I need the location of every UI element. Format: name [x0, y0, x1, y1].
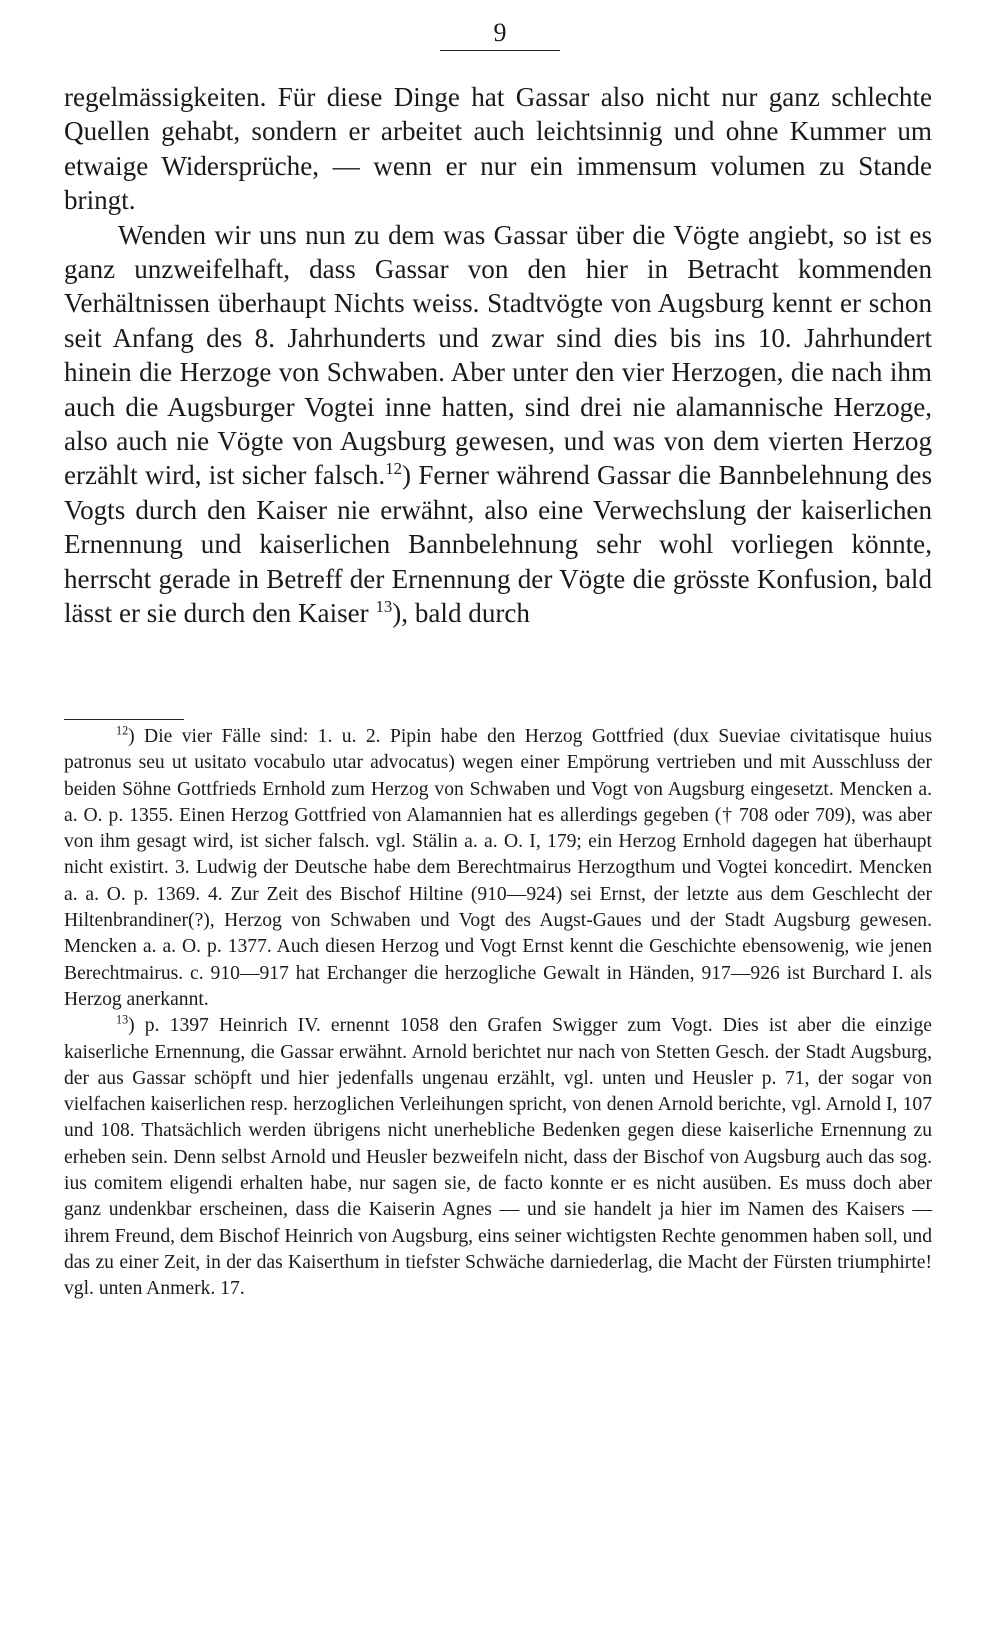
paragraph-1: regelmässigkeiten. Für diese Dinge hat Gassar also nicht nur ganz schlechte Quellen gehabt, sondern er arbeitet auch leichtsinnig und ohne Kummer um etwaige Widersprüche, — wenn er nur ein immensum volumen zu Stande bringt.: [64, 82, 932, 216]
main-text: [64, 80, 932, 631]
paragraph-2-part-c: ), bald durch: [392, 598, 530, 629]
page-number-rule: [440, 50, 560, 51]
footnote-12-mark: 12: [116, 723, 129, 738]
page-number: 9: [493, 18, 507, 47]
footnote-separator: [64, 719, 184, 720]
paragraph-2: [64, 218, 932, 631]
footnote-13: [64, 1013, 932, 1302]
paragraph-2-part-b: ) Ferner während Gassar die Bannbelehnung des Vogts durch den Kaiser nie erwähnt, also eine Verwechslung der kaiserlichen Ernennung und kaiserlichen Bannbelehnung sehr wohl vorliegen könnte, herrscht gerade in Betreff der Ernennung der Vögte die grösste Konfusion, bald lässt er sie durch den Kaiser: [64, 460, 932, 629]
footnote-ref-13: 13: [375, 597, 393, 617]
footnote-12-text: ) Die vier Fälle sind: 1. u. 2. Pipin habe den Herzog Gottfried (dux Sueviae civitatisque huius patronus seu ut usitato vocabulo utar advocatus) wegen einer Empörung vertrieben und mit Ausschluss der beiden Söhne Gottfrieds Ernhold zum Herzog von Schwaben und Vogt von Augsburg eingesetzt. Mencken a. a. O. p. 1355. Einen Herzog Gottfried von Alamannien hat es allerdings gegeben († 708 oder 709), was aber von ihm gesagt wird, ist sicher falsch. vgl. Stälin a. a. O. I, 179; ein Herzog Ernhold dagegen hat überhaupt nicht existirt. 3. Ludwig der Deutsche habe dem Berechtmairus Herzogthum und Vogtei koncedirt. Mencken a. a. O. p. 1369. 4. Zur Zeit des Bischof Hiltine (910—924) sei Ernst, der letzte aus dem Geschlecht der Hiltenbrandiner(?), Herzog von Schwaben und Vogt des Augst-Gaues und der Stadt Augsburg gewesen. Mencken a. a. O. p. 1377. Auch diesen Herzog und Vogt Ernst kennt die Geschichte ebensowenig, wie jenen Berechtmairus. c. 910—917 hat Erchanger die herzogliche Gewalt in Händen, 917—926 ist Burchard I. als Herzog anerkannt.: [64, 726, 932, 1010]
footnote-13-text: ) p. 1397 Heinrich IV. ernennt 1058 den Grafen Swigger zum Vogt. Dies ist aber die einzige kaiserliche Ernennung, die Gassar erwähnt. Arnold berichtet nur nach von Stetten Gesch. der Stadt Augsburg, der aus Gassar schöpft und hier jedenfalls ungenau erzählt, vgl. unten und Heusler p. 71, der sogar von vielfachen kaiserlichen resp. herzoglichen Verleihungen spricht, von denen Arnold berichte, vgl. Arnold I, 107 und 108. Thatsächlich werden übrigens nicht unerhebliche Bedenken gegen diese kaiserliche Ernennung zu erheben sein. Denn selbst Arnold und Heusler bezweifeln nicht, dass der Bischof von Augsburg auch das sog. ius comitem eligendi erhalten habe, nur sagen sie, de facto konnte er es nicht ausüben. Es muss doch aber ganz undenkbar erscheinen, dass die Kaiserin Agnes — und sie handelt ja hier im Namen des Kaisers — ihrem Freund, dem Bischof Heinrich von Augsburg, eins seiner wichtigsten Rechte genommen haben soll, und das zu einer Zeit, in der das Kaiserthum in tiefster Schwäche darniederlag, die Macht der Fürsten triumphirte! vgl. unten Anmerk. 17.: [64, 1015, 932, 1300]
footnote-13-mark: 13: [116, 1012, 129, 1027]
footnote-ref-12: 12: [385, 459, 403, 479]
paragraph-2-part-a: Wenden wir uns nun zu dem was Gassar über die Vögte angiebt, so ist es ganz unzweifelhaft, dass Gassar von den hier in Betracht kommenden Verhältnissen überhaupt Nichts weiss. Stadtvögte von Augsburg kennt er schon seit Anfang des 8. Jahrhunderts und zwar sind dies bis ins 10. Jahrhundert hinein die Herzoge von Schwaben. Aber unter den vier Herzogen, die nach ihm auch die Augsburger Vogtei inne hatten, sind drei nie alamannische Herzoge, also auch nie Vögte von Augsburg gewesen, und was von dem vierten Herzog erzählt wird, ist sicher falsch.: [64, 219, 932, 491]
footnote-12: [64, 724, 932, 1013]
footnotes: [64, 724, 932, 1303]
